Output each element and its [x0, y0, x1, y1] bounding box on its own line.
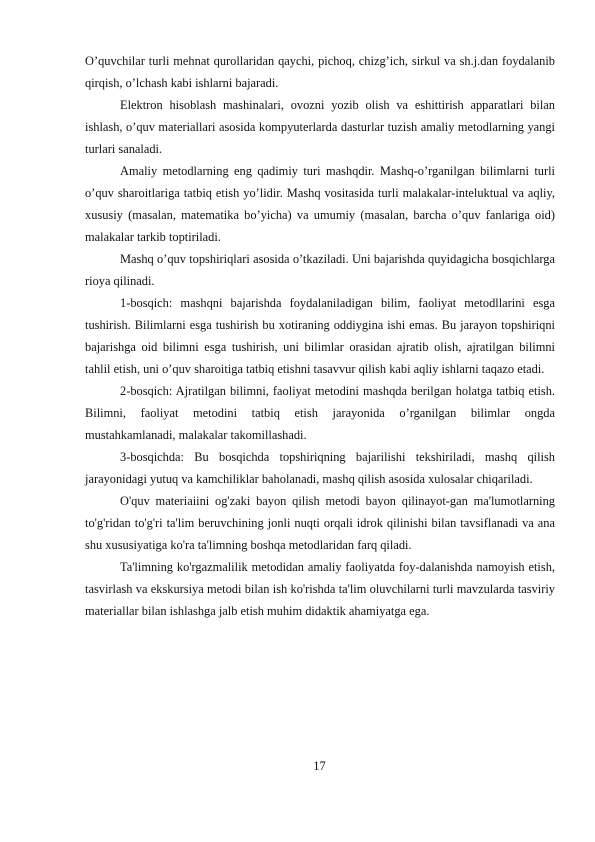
page-number: 17 — [313, 759, 326, 773]
paragraph-6: 2-bosqich: Ajratilgan bilimni, faoliyat metodini mashqda berilgan holatga tatbiq etish. Bilimni, faoliyat metodini tatbiq etish jarayonida o’rganilgan bilimlar ongda mustahkamlanadi, malakalar takomillashadi. — [85, 384, 555, 442]
paragraph-8: O'quv materiaiini og'zaki bayon qilish metodi bayon qilinayot-gan ma'lumotlarning to'g'ridan to'g'ri ta'lim beruvchining jonli nuqti orqali idrok qilinishi bilan tavsiflanadi va ana shu xususiyatiga ko'ra ta'limning boshqa metodlaridan farq qiladi. — [85, 494, 555, 552]
paragraph-3: Amaliy metodlarning eng qadimiy turi mashqdir. Mashq-o’rganilgan bilimlarni turli o’quv sharoitlariga tatbiq etish yo’lidir. Mashq vositasida turli malakalar-inteluktual va aqliy, xususiy (masalan, matematika bo’yicha) va umumiy (masalan, barcha o’quv fanlariga oid) malakalar tarkib toptiriladi. — [85, 164, 555, 244]
paragraph-5: 1-bosqich: mashqni bajarishda foydalaniladigan bilim, faoliyat metodllarini esga tushirish. Bilimlarni esga tushirish bu xotiraning oddiygina ishi emas. Bu jarayon topshiriqni bajarishga oid bilimni esga tushirish, uni bilimlar orasidan ajratib olish, ajratilgan bilimni tahlil etish, uni o’quv sharoitiga tatbiq etishni tasavvur qilish kabi aqliy ishlarni taqazo etadi. — [85, 296, 555, 376]
paragraph-2: Elektron hisoblash mashinalari, ovozni yozib olish va eshittirish apparatlari bilan ishlash, o’quv materiallari asosida kompyuterlarda dasturlar tuzish amaliy metodlarning yangi turlari sanaladi. — [85, 98, 555, 156]
page-body — [85, 50, 555, 622]
paragraph-7: 3-bosqichda: Bu bosqichda topshiriqning bajarilishi tekshiriladi, mashq qilish jarayonidagi yutuq va kamchiliklar baholanadi, mashq qilish asosida xulosalar chiqariladi. — [85, 450, 555, 486]
paragraph-9: Ta'limning ko'rgazmalilik metodidan amaliy faoliyatda foy-dalanishda namoyish etish, tasvirlash va ekskursiya metodi bilan ish ko'rishda ta'lim oluvchilarni turli mavzularda tasviriy materiallar bilan ishlashga jalb etish muhim didaktik ahamiyatga ega. — [85, 560, 555, 618]
paragraph-1: O’quvchilar turli mehnat qurollaridan qaychi, pichoq, chizg’ich, sirkul va sh.j.dan foydalanib qirqish, o’lchash kabi ishlarni bajaradi. — [85, 54, 555, 90]
paragraph-4: Mashq o’quv topshiriqlari asosida o’tkaziladi. Uni bajarishda quyidagicha bosqichlarga rioya qilinadi. — [85, 252, 555, 288]
